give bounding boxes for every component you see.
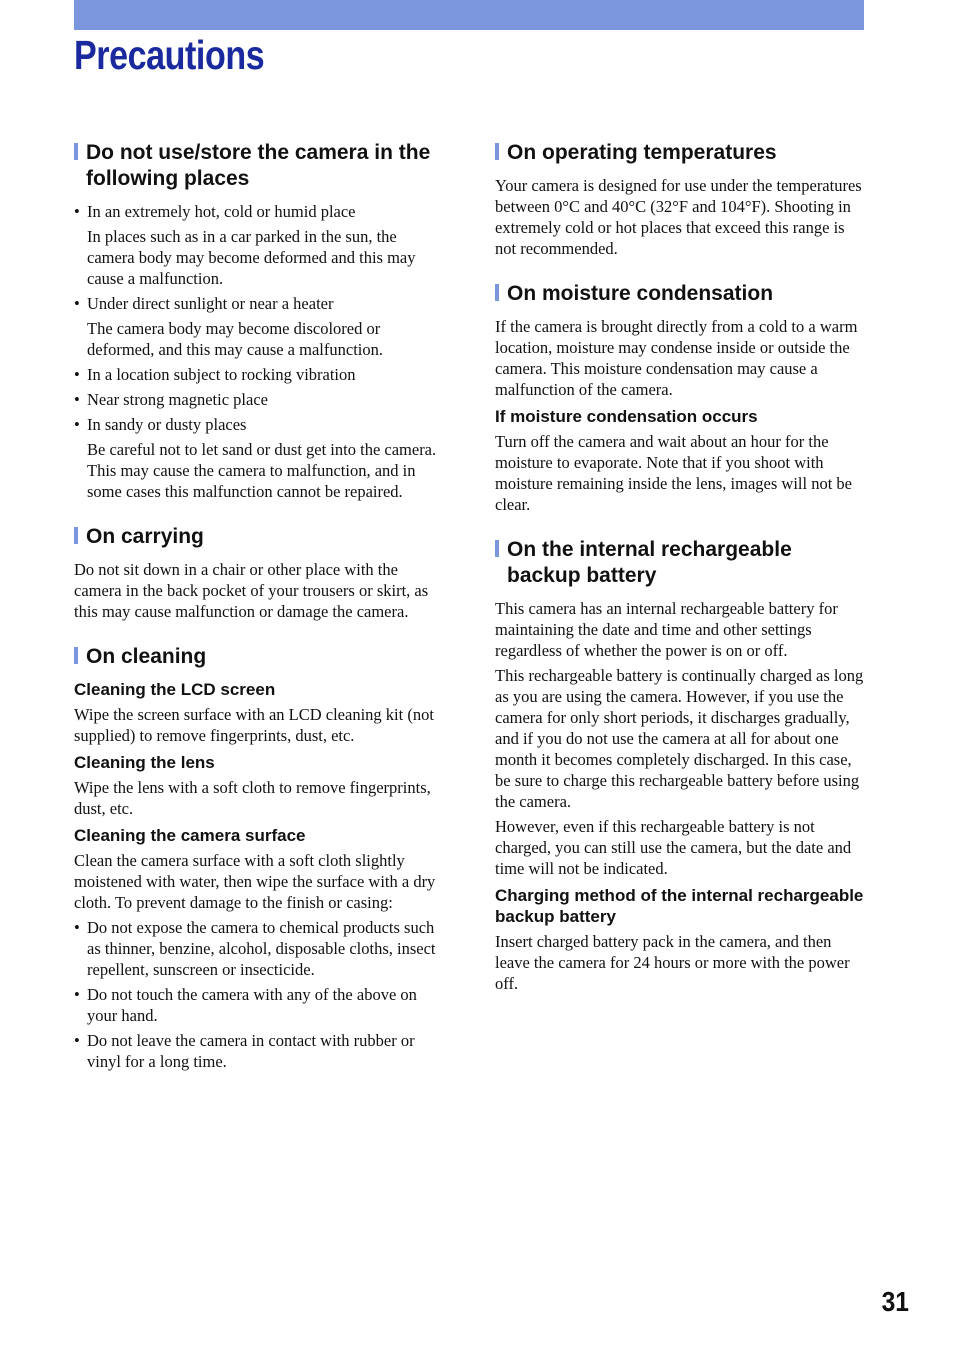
section-heading: On the internal rechargeable backup battery: [495, 537, 867, 589]
page-title: Precautions: [74, 32, 265, 78]
paragraph: This camera has an internal rechargeable battery for maintaining the date and time and other settings regardless of whether the power is on or off.: [495, 599, 838, 660]
paragraph: Wipe the lens with a soft cloth to remove fingerprints, dust, etc.: [74, 778, 431, 818]
paragraph: Insert charged battery pack in the camera, and then leave the camera for 24 hours or more with the power off.: [495, 932, 850, 993]
section-heading: Do not use/store the camera in the following places: [74, 140, 446, 192]
bullet-icon: •: [74, 918, 80, 937]
bullet-item: • In an extremely hot, cold or humid place: [74, 202, 356, 221]
paragraph: Clean the camera surface with a soft cloth slightly moistened with water, then wipe the surface with a dry cloth. To prevent damage to the finish or casing:: [74, 851, 436, 912]
section-temperatures: [495, 140, 867, 259]
bullet-icon: •: [74, 1031, 80, 1050]
paragraph: Do not sit down in a chair or other place with the camera in the back pocket of your trousers or skirt, as this may cause malfunction or damage the camera.: [74, 560, 429, 621]
subheading: Cleaning the LCD screen: [74, 680, 276, 699]
bullet-icon: •: [74, 415, 80, 434]
heading-marker: [495, 284, 499, 301]
bullet-item: • In a location subject to rocking vibration: [74, 365, 356, 384]
bullet-detail: Be careful not to let sand or dust get into the camera. This may cause the camera to malfunction, and in some cases this malfunction cannot be repaired.: [87, 440, 437, 501]
header-color-bar: [74, 0, 864, 30]
bullet-item: • Do not touch the camera with any of the above on your hand.: [74, 985, 417, 1025]
bullet-detail: The camera body may become discolored or deformed, and this may cause a malfunction.: [87, 319, 383, 359]
paragraph: Your camera is designed for use under the temperatures between 0°C and 40°C (32°F and 104°F). Shooting in extremely cold or hot places that exceed this range is not recommended.: [495, 176, 862, 258]
left-column: [74, 140, 446, 1094]
bullet-detail: In places such as in a car parked in the sun, the camera body may become deformed and this may cause a malfunction.: [87, 227, 416, 288]
paragraph: This rechargeable battery is continually charged as long as you are using the camera. However, if you use the camera for only short periods, it discharges gradually, and if you do not use the camera at all for about one month it becomes completely discharged. In this case, be sure to charge this rechargeable battery before using the camera.: [495, 666, 864, 811]
subheading: If moisture condensation occurs: [495, 407, 758, 426]
bullet-item: • Do not leave the camera in contact with rubber or vinyl for a long time.: [74, 1031, 415, 1071]
heading-marker: [74, 647, 78, 664]
heading-marker: [74, 143, 78, 160]
paragraph: Turn off the camera and wait about an hour for the moisture to evaporate. Note that if you shoot with moisture remaining inside the lens, images will not be clear.: [495, 432, 852, 514]
bullet-icon: •: [74, 294, 80, 313]
section-moisture: [495, 281, 867, 515]
section-heading: On moisture condensation: [495, 281, 867, 307]
paragraph: If the camera is brought directly from a cold to a warm location, moisture may condense inside or outside the camera. This moisture condensation may cause a malfunction of the camera.: [495, 317, 858, 399]
heading-marker: [495, 143, 499, 160]
bullet-icon: •: [74, 202, 80, 221]
section-backup-battery: [495, 537, 867, 994]
section-heading: On carrying: [74, 524, 446, 550]
section-heading: On operating temperatures: [495, 140, 867, 166]
section-heading: On cleaning: [74, 644, 446, 670]
subheading: Cleaning the lens: [74, 753, 215, 772]
page-number: 31: [881, 1286, 909, 1317]
bullet-icon: •: [74, 365, 80, 384]
paragraph: Wipe the screen surface with an LCD cleaning kit (not supplied) to remove fingerprints, dust, etc.: [74, 705, 434, 745]
section-storage-places: [74, 140, 446, 502]
bullet-item: • In sandy or dusty places: [74, 415, 247, 434]
paragraph: However, even if this rechargeable battery is not charged, you can still use the camera, but the date and time will not be indicated.: [495, 817, 852, 878]
bullet-item: • Under direct sunlight or near a heater: [74, 294, 334, 313]
bullet-icon: •: [74, 985, 80, 1004]
bullet-icon: •: [74, 390, 80, 409]
subheading: Charging method of the internal rechargeable backup battery: [495, 886, 864, 926]
heading-marker: [74, 527, 78, 544]
section-cleaning: [74, 644, 446, 1072]
subheading: Cleaning the camera surface: [74, 826, 306, 845]
heading-marker: [495, 540, 499, 557]
right-column: [495, 140, 867, 1016]
bullet-item: • Near strong magnetic place: [74, 390, 268, 409]
section-carrying: [74, 524, 446, 622]
bullet-item: • Do not expose the camera to chemical products such as thinner, benzine, alcohol, disposable cloths, insect repellent, sunscreen or insecticide.: [74, 918, 436, 979]
